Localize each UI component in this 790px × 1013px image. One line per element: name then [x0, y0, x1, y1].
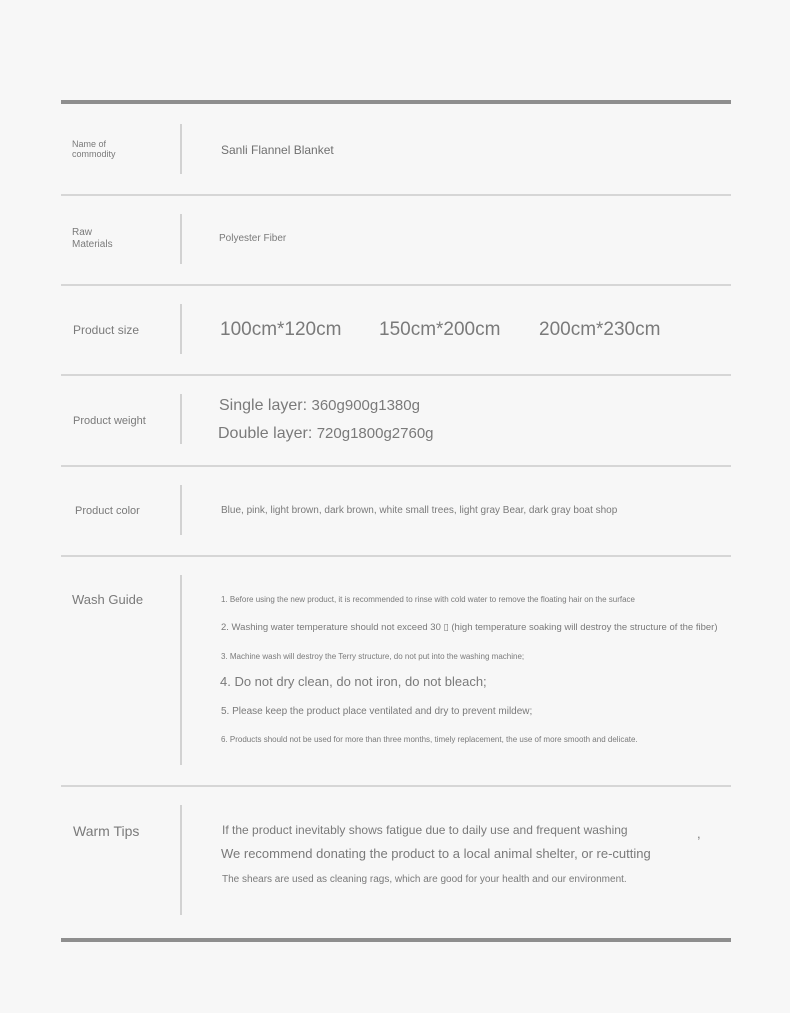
- divider: [180, 214, 182, 264]
- weight-double: Double layer: 720g1800g2760g: [218, 425, 434, 442]
- tips-line-2: We recommend donating the product to a local animal shelter, or re-cutting: [221, 846, 651, 861]
- weight-single: Single layer: 360g900g1380g: [219, 397, 420, 414]
- wash-item-6: 6. Products should not be used for more than three months, timely replacement, the use of more smooth and delicate.: [221, 735, 638, 744]
- top-rule: [61, 100, 731, 104]
- color-value: Blue, pink, light brown, dark brown, white small trees, light gray Bear, dark gray boat shop: [221, 505, 618, 516]
- tips-comma: ,: [697, 826, 701, 841]
- tips-label: Warm Tips: [73, 823, 140, 839]
- size-value-2: 150cm*200cm: [379, 319, 501, 340]
- size-value-3: 200cm*230cm: [539, 319, 661, 340]
- tips-line-1: If the product inevitably shows fatigue due to daily use and frequent washing: [222, 823, 628, 837]
- wash-item-4: 4. Do not dry clean, do not iron, do not bleach;: [220, 674, 487, 689]
- row-rule: [61, 194, 731, 196]
- row-rule: [61, 785, 731, 787]
- weight-label: Product weight: [73, 415, 146, 427]
- divider: [180, 124, 182, 174]
- size-label: Product size: [73, 323, 140, 337]
- wash-item-1: 1. Before using the new product, it is recommended to rinse with cold water to remove the floating hair on the surface: [221, 595, 635, 604]
- materials-value: Polyester Fiber: [219, 233, 287, 244]
- divider: [180, 485, 182, 535]
- wash-item-3: 3. Machine wash will destroy the Terry structure, do not put into the washing machine;: [221, 652, 525, 661]
- name-label: Name of commodity: [72, 139, 116, 160]
- name-value: Sanli Flannel Blanket: [221, 143, 334, 157]
- divider: [180, 304, 182, 354]
- row-rule: [61, 374, 731, 376]
- color-label: Product color: [75, 505, 140, 517]
- wash-label: Wash Guide: [72, 592, 144, 607]
- row-rule: [61, 284, 731, 286]
- row-rule: [61, 555, 731, 557]
- wash-item-2: 2. Washing water temperature should not exceed 30 ▯ (high temperature soaking will destroy the structure of the fiber): [221, 622, 718, 633]
- row-rule: [61, 465, 731, 467]
- size-value-1: 100cm*120cm: [220, 319, 342, 340]
- divider: [180, 805, 182, 915]
- divider: [180, 394, 182, 444]
- tips-line-3: The shears are used as cleaning rags, which are good for your health and our environment.: [222, 874, 627, 885]
- divider: [180, 575, 182, 765]
- bottom-rule: [61, 938, 731, 942]
- materials-label: Raw Materials: [72, 227, 113, 250]
- wash-item-5: 5. Please keep the product place ventilated and dry to prevent mildew;: [221, 706, 533, 717]
